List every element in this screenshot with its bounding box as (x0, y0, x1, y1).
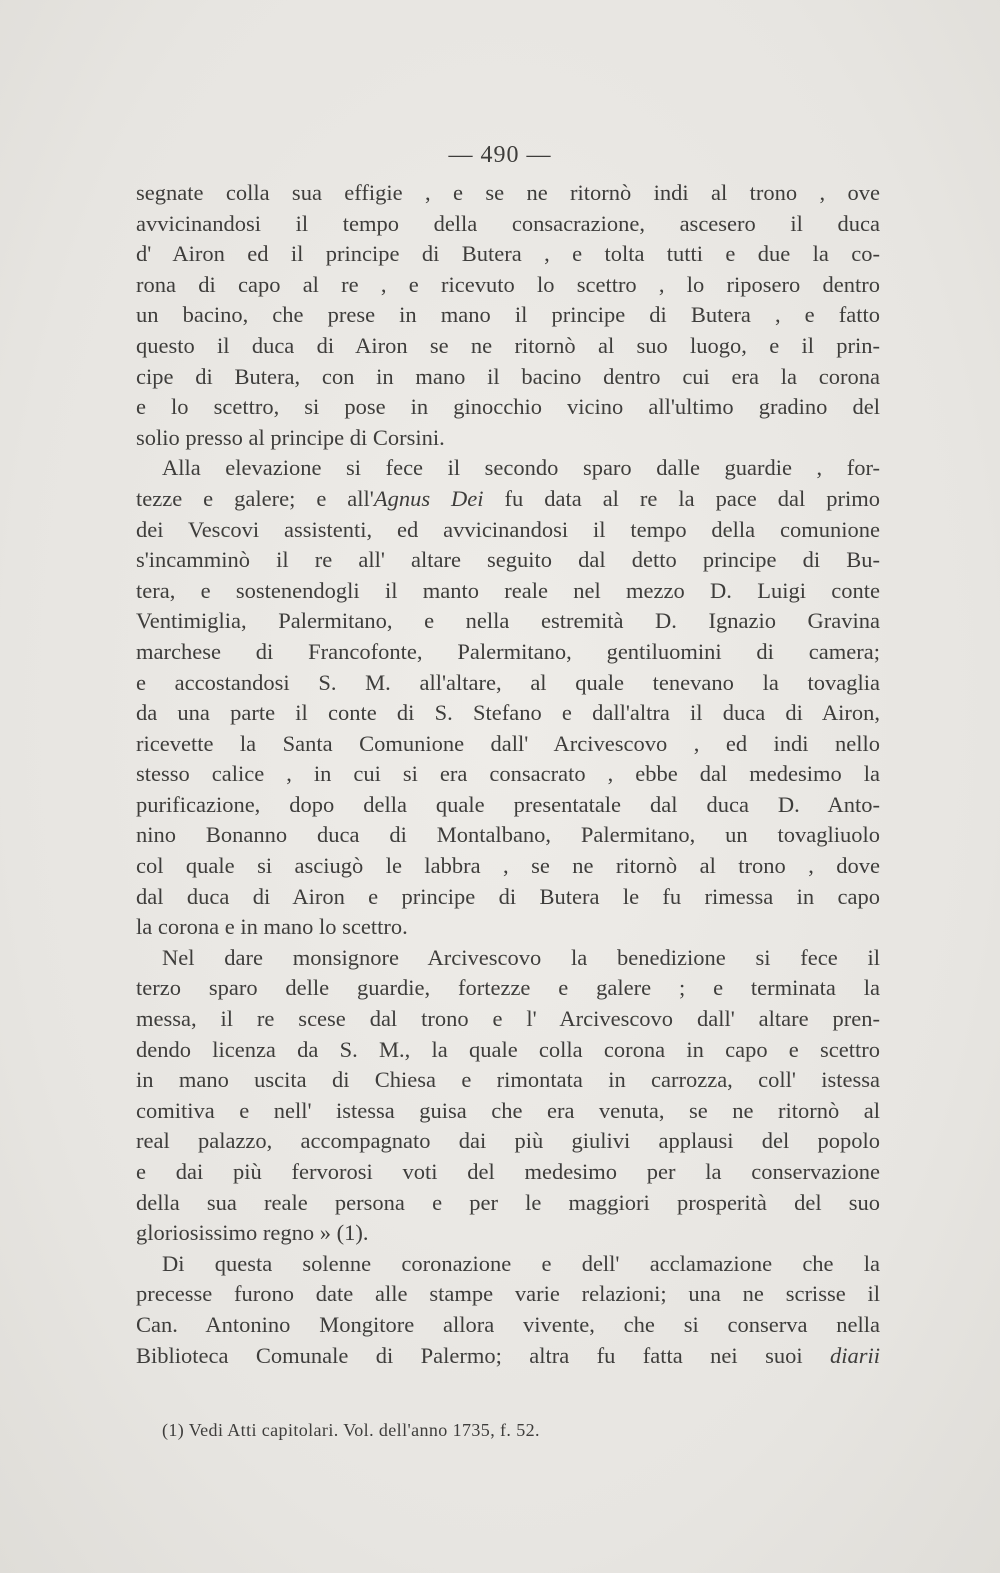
text-line: e lo scettro, si pose in ginocchio vicino all'ultimo gradino del (136, 394, 880, 420)
text-line: nino Bonanno duca di Montalbano, Palermitano, un tovagliuolo (136, 822, 880, 848)
text-line: da una parte il conte di S. Stefano e dall'altra il duca di Airon, (136, 700, 880, 726)
text-line: un bacino, che prese in mano il principe di Butera , e fatto (136, 302, 880, 328)
text-line: precesse furono date alle stampe varie relazioni; una ne scrisse il (136, 1281, 880, 1307)
text-line-diarii: Biblioteca Comunale di Palermo; altra fu fatta nei suoi diarii (136, 1342, 880, 1368)
text-line: rona di capo al re , e ricevuto lo scettro , lo riposero dentro (136, 271, 880, 297)
text-line: Can. Antonino Mongitore allora vivente, che si conserva nella (136, 1311, 880, 1337)
body-text (136, 178, 880, 1371)
text-line: Ventimiglia, Palermitano, e nella estremità D. Ignazio Gravina (136, 608, 880, 634)
text-line: messa, il re scese dal trono e l' Arcivescovo dall' altare pren- (136, 1006, 880, 1032)
italic-text: diarii (829, 1342, 880, 1368)
paragraph-3 (136, 943, 880, 1249)
text-line: della sua reale persona e per le maggiori prosperità del suo (136, 1189, 880, 1215)
text-line: e accostandosi S. M. all'altare, al quale tenevano la tovaglia (136, 669, 880, 695)
text-line: s'incamminò il re all' altare seguito dal detto principe di Bu- (136, 547, 880, 573)
text-line: stesso calice , in cui si era consacrato , ebbe dal medesimo la (136, 761, 880, 787)
paragraph-1 (136, 178, 880, 453)
text-line: in mano uscita di Chiesa e rimontata in carrozza, coll' istessa (136, 1067, 880, 1093)
text-line: dei Vescovi assistenti, ed avvicinandosi il tempo della comunione (136, 516, 880, 542)
text-line: tera, e sostenendogli il manto reale nel mezzo D. Luigi conte (136, 577, 880, 603)
text-line: avvicinandosi il tempo della consacrazione, ascesero il duca (136, 210, 880, 236)
text-line: dendo licenza da S. M., la quale colla corona in capo e scettro (136, 1036, 880, 1062)
paragraph-4 (136, 1249, 880, 1371)
text-line: cipe di Butera, con in mano il bacino dentro cui era la corona (136, 363, 880, 389)
text-line: la corona e in mano lo scettro. (136, 914, 408, 940)
text-line: dal duca di Airon e principe di Butera le fu rimessa in capo (136, 883, 880, 909)
text-line: real palazzo, accompagnato dai più giulivi applausi del popolo (136, 1128, 880, 1154)
page-number: — 490 — (448, 142, 552, 168)
text-line: marchese di Francofonte, Palermitano, gentiluomini di camera; (136, 638, 880, 664)
paragraph-2 (136, 453, 880, 943)
text-line: col quale si asciugò le labbra , se ne ritornò al trono , dove (136, 853, 880, 879)
text-line: d' Airon ed il principe di Butera , e tolta tutti e due la co- (136, 241, 880, 267)
text-line: questo il duca di Airon se ne ritornò al suo luogo, e il prin- (136, 332, 880, 358)
text-line: solio presso al principe di Corsini. (136, 424, 445, 450)
text-line: comitiva e nell' istessa guisa che era venuta, se ne ritornò al (136, 1097, 880, 1123)
text-line: e dai più fervorosi voti del medesimo per la conservazione (136, 1159, 880, 1184)
text-line-agnus-dei: tezze e galere; e all'Agnus Dei fu data al re la pace dal primo (136, 485, 880, 511)
text-line: Alla elevazione si fece il secondo sparo dalle guardie , for- (162, 455, 880, 481)
text-line: gloriosissimo regno » (1). (136, 1220, 369, 1246)
text-line: terzo sparo delle guardie, fortezze e galere ; e terminata la (136, 975, 880, 1001)
text-line: ricevette la Santa Comunione dall' Arcivescovo , ed indi nello (136, 730, 880, 756)
text-line: segnate colla sua effigie , e se ne ritornò indi al trono , ove (136, 180, 880, 205)
text-line: purificazione, dopo della quale presentatale dal duca D. Anto- (136, 791, 880, 817)
text-line: Nel dare monsignore Arcivescovo la benedizione si fece il (162, 944, 880, 970)
italic-text: Agnus Dei (373, 485, 484, 511)
text-line: Di questa solenne coronazione e dell' acclamazione che la (162, 1250, 880, 1276)
footnote: (1) Vedi Atti capitolari. Vol. dell'anno 1735, f. 52. (162, 1420, 540, 1440)
